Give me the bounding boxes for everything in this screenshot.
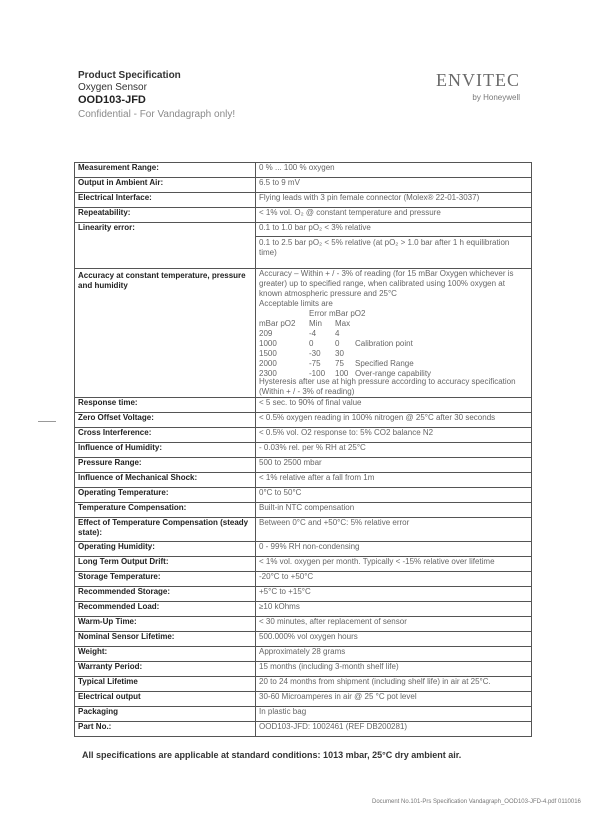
limits-cell: 30 — [335, 349, 344, 358]
spec-row — [75, 677, 532, 692]
spec-row — [75, 692, 532, 707]
accuracy-accept: Acceptable limits are — [259, 299, 333, 308]
spec-label: Typical Lifetime — [75, 677, 256, 692]
spec-label: Cross Interference: — [75, 428, 256, 443]
spec-value: < 1% vol. O₂ @ constant temperature and pressure — [256, 208, 532, 223]
doc-type: Product Specification — [78, 70, 181, 81]
spec-label: Operating Temperature: — [75, 488, 256, 503]
spec-label: Accuracy at constant temperature, pressure and humidity — [75, 269, 256, 398]
spec-label: Repeatability: — [75, 208, 256, 223]
spec-row — [75, 587, 532, 602]
limits-cell: 2300 — [259, 369, 277, 378]
logo-brand: ENVITEC — [436, 70, 520, 90]
spec-row — [75, 662, 532, 677]
limits-error-head: Error mBar pO2 — [309, 309, 366, 318]
confidential-note: Confidential - For Vandagraph only! — [78, 109, 236, 120]
accuracy-intro: Accuracy – Within + / - 3% of reading (for 15 mBar Oxygen whichever is greater) up to specified range, when calibrated using 100% oxygen at known atmospheric pressure and 25°C — [259, 269, 514, 298]
limits-header: mBar pO2 — [259, 319, 296, 328]
spec-label: Temperature Compensation: — [75, 503, 256, 518]
limits-cell: 100 — [335, 369, 349, 378]
spec-label: Linearity error: — [75, 223, 256, 269]
spec-row — [75, 488, 532, 503]
limits-cell: Calibration point — [355, 339, 413, 348]
limits-cell: -100 — [309, 369, 326, 378]
spec-row — [75, 223, 532, 269]
spec-value — [256, 223, 532, 269]
spec-value: 6.5 to 9 mV — [256, 178, 532, 193]
limits-cell: 4 — [335, 329, 340, 338]
spec-row — [75, 647, 532, 662]
spec-row — [75, 602, 532, 617]
spec-label: Recommended Storage: — [75, 587, 256, 602]
spec-label: Operating Humidity: — [75, 542, 256, 557]
limits-cell — [355, 329, 431, 339]
accuracy-hysteresis: Hysteresis after use at high pressure according to accuracy specification (Within + / - 3% of reading) — [259, 377, 516, 396]
spec-row — [75, 707, 532, 722]
spec-row — [75, 398, 532, 413]
spec-row — [75, 722, 532, 737]
limits-cell: -4 — [309, 329, 317, 338]
spec-row — [75, 428, 532, 443]
spec-value: < 1% relative after a fall from 1m — [256, 473, 532, 488]
limits-table — [259, 309, 431, 379]
spec-row — [75, 572, 532, 587]
spec-value: < 1% vol. oxygen per month. Typically < -15% relative over lifetime — [256, 557, 532, 572]
spec-row — [75, 473, 532, 488]
limits-cell: 1000 — [259, 339, 277, 348]
spec-label: Packaging — [75, 707, 256, 722]
spec-value: Approximately 28 grams — [256, 647, 532, 662]
logo-sub: by Honeywell — [472, 93, 520, 102]
spec-row — [75, 518, 532, 542]
spec-label: Warranty Period: — [75, 662, 256, 677]
accuracy-value — [256, 269, 532, 398]
spec-label: Output in Ambient Air: — [75, 178, 256, 193]
document-reference: Document No.101-Prs Specification Vandagraph_OOD103-JFD-4.pdf 0110016 — [372, 799, 581, 805]
limits-cell: 0 — [335, 339, 340, 348]
limits-cell: -75 — [309, 359, 321, 368]
limits-header — [355, 319, 431, 329]
spec-value: In plastic bag — [256, 707, 532, 722]
spec-label: Influence of Mechanical Shock: — [75, 473, 256, 488]
spec-row — [75, 163, 532, 178]
spec-row — [75, 193, 532, 208]
spec-row — [75, 413, 532, 428]
spec-label: Long Term Output Drift: — [75, 557, 256, 572]
spec-row — [75, 208, 532, 223]
spec-label: Response time: — [75, 398, 256, 413]
spec-value: OOD103-JFD: 1002461 (REF DB200281) — [256, 722, 532, 737]
limits-cell: 2000 — [259, 359, 277, 368]
spec-label: Effect of Temperature Compensation (steady state): — [75, 518, 256, 542]
spec-value: 0 % ... 100 % oxygen — [256, 163, 532, 178]
spec-row — [75, 443, 532, 458]
spec-value: - 0.03% rel. per % RH at 25°C — [256, 443, 532, 458]
spec-value: 30-60 Microamperes in air @ 25 °C pot level — [256, 692, 532, 707]
spec-label: Influence of Humidity: — [75, 443, 256, 458]
spec-value: -20°C to +50°C — [256, 572, 532, 587]
spec-label: Part No.: — [75, 722, 256, 737]
spec-label: Nominal Sensor Lifetime: — [75, 632, 256, 647]
spec-label: Electrical output — [75, 692, 256, 707]
spec-value: +5°C to +15°C — [256, 587, 532, 602]
limits-header: Max — [335, 319, 351, 328]
spec-label: Warm-Up Time: — [75, 617, 256, 632]
spec-value: Built-in NTC compensation — [256, 503, 532, 518]
spec-row — [75, 632, 532, 647]
limits-cell: Specified Range — [355, 359, 414, 368]
document-header — [78, 70, 235, 122]
spec-table — [74, 162, 532, 737]
product-code: OOD103-JFD — [78, 94, 146, 106]
limits-cell: Over-range capability — [355, 369, 432, 378]
spec-value: 500 to 2500 mbar — [256, 458, 532, 473]
spec-label: Pressure Range: — [75, 458, 256, 473]
spec-value: Between 0°C and +50°C: 5% relative error — [256, 518, 532, 542]
spec-value: 0°C to 50°C — [256, 488, 532, 503]
limits-cell: 0 — [309, 339, 314, 348]
limits-header: Min — [309, 319, 322, 328]
spec-label: Electrical Interface: — [75, 193, 256, 208]
envitec-logo — [420, 70, 520, 102]
linearity-value-1: 0.1 to 1.0 bar pO₂ < 3% relative — [259, 223, 371, 232]
limits-cell: 75 — [335, 359, 344, 368]
spec-value: Flying leads with 3 pin female connector (Molex® 22-01-3037) — [256, 193, 532, 208]
spec-value: < 5 sec. to 90% of final value — [256, 398, 532, 413]
spec-value: 20 to 24 months from shipment (including shelf life) in air at 25°C. — [256, 677, 532, 692]
spec-label: Recommended Load: — [75, 602, 256, 617]
limits-cell: -30 — [309, 349, 321, 358]
product-name: Oxygen Sensor — [78, 82, 147, 93]
spec-value: < 0.5% oxygen reading in 100% nitrogen @ 25°C after 30 seconds — [256, 413, 532, 428]
margin-mark — [38, 421, 56, 422]
spec-row — [75, 503, 532, 518]
spec-value: 0 - 99% RH non-condensing — [256, 542, 532, 557]
limits-cell: 1500 — [259, 349, 277, 358]
footer-note: All specifications are applicable at standard conditions: 1013 mbar, 25°C dry ambient air. — [82, 750, 462, 760]
limits-cell: 209 — [259, 329, 273, 338]
spec-label: Storage Temperature: — [75, 572, 256, 587]
spec-value: < 0.5% vol. O2 response to: 5% CO2 balance N2 — [256, 428, 532, 443]
spec-value: 15 months (including 3-month shelf life) — [256, 662, 532, 677]
spec-label: Zero Offset Voltage: — [75, 413, 256, 428]
spec-value: ≥10 kOhms — [256, 602, 532, 617]
linearity-value-2: 0.1 to 2.5 bar pO₂ < 5% relative (at pO₂ > 1.0 bar after 1 h equilibration time) — [256, 236, 531, 260]
spec-label: Weight: — [75, 647, 256, 662]
limits-cell — [355, 349, 431, 359]
spec-row — [75, 458, 532, 473]
spec-row — [75, 557, 532, 572]
accuracy-row — [75, 269, 532, 398]
spec-label: Measurement Range: — [75, 163, 256, 178]
spec-value: 500.000% vol oxygen hours — [256, 632, 532, 647]
spec-row — [75, 617, 532, 632]
spec-row — [75, 178, 532, 193]
spec-row — [75, 542, 532, 557]
spec-value: < 30 minutes, after replacement of sensor — [256, 617, 532, 632]
